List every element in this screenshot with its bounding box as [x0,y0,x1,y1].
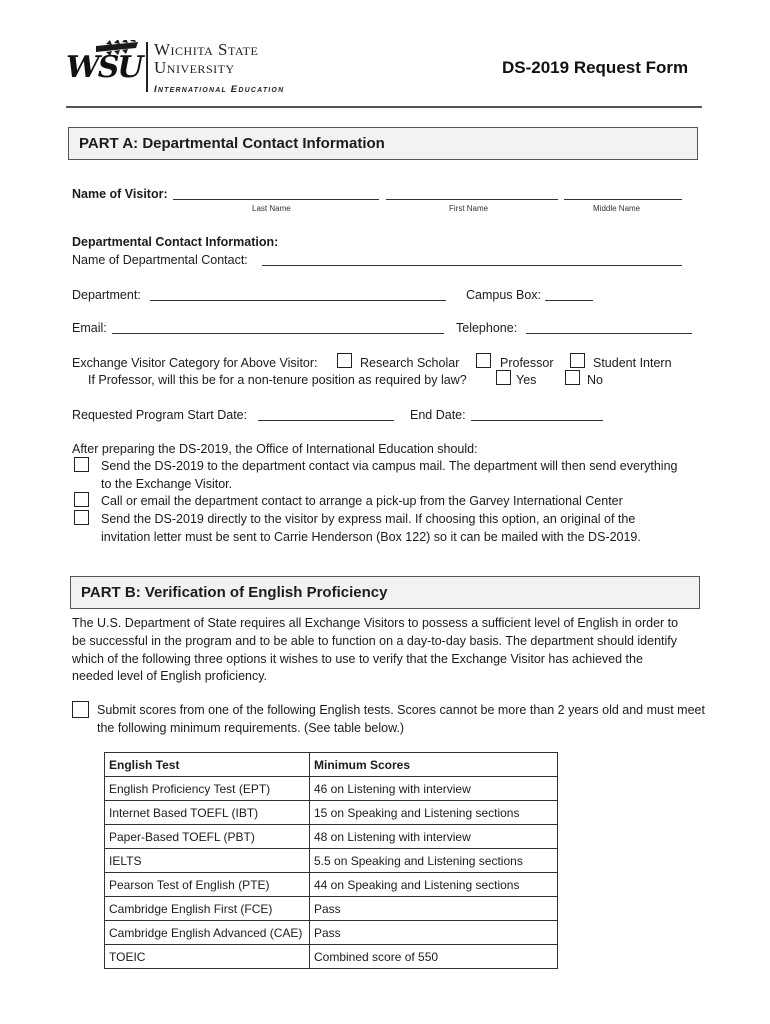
campus-mail-checkbox[interactable] [74,457,89,472]
first-name-field[interactable] [386,199,558,200]
table-cell-test: Internet Based TOEFL (IBT) [105,801,310,825]
logo-divider [146,42,148,92]
campus-mail-option-line2: to the Exchange Visitor. [101,477,233,491]
part-b-heading: PART B: Verification of English Proficiency [70,576,700,609]
table-cell-score: Pass [310,897,558,921]
email-label: Email: [72,321,107,335]
tenure-no-checkbox[interactable] [565,370,580,385]
table-cell-test: IELTS [105,849,310,873]
submit-scores-checkbox[interactable] [72,701,89,718]
table-cell-test: Pearson Test of English (PTE) [105,873,310,897]
first-name-caption: First Name [449,204,489,213]
professor-label: Professor [500,356,554,370]
table-row [105,897,558,921]
table-cell-score: 5.5 on Speaking and Listening sections [310,849,558,873]
campus-box-label: Campus Box: [466,288,542,302]
submit-scores-line2: the following minimum requirements. (See table below.) [97,721,405,735]
table-row [105,801,558,825]
express-mail-option-line2: invitation letter must be sent to Carrie Henderson (Box 122) so it can be mailed with the DS-2019. [101,530,641,544]
dept-contact-heading: Departmental Contact Information: [72,235,279,249]
campus-mail-option-line1: Send the DS-2019 to the department contact via campus mail. The department will then send everything [101,459,678,473]
part-b-intro-line2: be successful in the program and to be able to function on a day-to-day basis. The department should identify [72,634,677,648]
unit-name: International Education [154,84,285,95]
campus-box-field[interactable] [545,300,593,301]
pickup-checkbox[interactable] [74,492,89,507]
table-row [105,945,558,969]
table-cell-score: 46 on Listening with interview [310,777,558,801]
tenure-yes-label: Yes [516,373,537,387]
table-cell-test: Paper-Based TOEFL (PBT) [105,825,310,849]
table-row [105,849,558,873]
student-intern-checkbox[interactable] [570,353,585,368]
email-field[interactable] [112,333,444,334]
table-cell-test: Cambridge English First (FCE) [105,897,310,921]
table-header-test: English Test [105,753,310,777]
table-row [105,921,558,945]
start-date-label: Requested Program Start Date: [72,408,248,422]
part-a-heading: PART A: Departmental Contact Information [68,127,698,160]
logo-monogram: WSU [66,50,142,85]
table-cell-score: 48 on Listening with interview [310,825,558,849]
university-name-line1: Wichita State [154,40,259,59]
table-cell-test: English Proficiency Test (EPT) [105,777,310,801]
after-preparing-text: After preparing the DS-2019, the Office of International Education should: [72,442,478,456]
dept-contact-name-field[interactable] [262,265,682,266]
table-row [105,825,558,849]
telephone-label: Telephone: [456,321,518,335]
research-scholar-label: Research Scholar [360,356,460,370]
table-row [105,873,558,897]
tenure-yes-checkbox[interactable] [496,370,511,385]
middle-name-caption: Middle Name [593,204,641,213]
last-name-caption: Last Name [252,204,291,213]
part-b-intro-line1: The U.S. Department of State requires all Exchange Visitors to possess a sufficient level of English in order to [72,616,679,630]
dept-contact-name-label: Name of Departmental Contact: [72,253,248,267]
table-row [105,777,558,801]
table-header-scores: Minimum Scores [310,753,558,777]
express-mail-checkbox[interactable] [74,510,89,525]
tenure-question: If Professor, will this be for a non-tenure position as required by law? [88,373,467,387]
university-name-line2: University [154,58,235,77]
pickup-option: Call or email the department contact to arrange a pick-up from the Garvey International Center [101,494,623,508]
research-scholar-checkbox[interactable] [337,353,352,368]
category-label: Exchange Visitor Category for Above Visitor: [72,356,318,370]
english-test-table [104,752,558,969]
part-b-intro-line4: needed level of English proficiency. [72,669,268,683]
middle-name-field[interactable] [564,199,682,200]
student-intern-label: Student Intern [593,356,672,370]
table-cell-score: Pass [310,921,558,945]
table-cell-test: Cambridge English Advanced (CAE) [105,921,310,945]
visitor-name-label: Name of Visitor: [72,187,168,201]
telephone-field[interactable] [526,333,692,334]
table-cell-score: Combined score of 550 [310,945,558,969]
start-date-field[interactable] [258,420,394,421]
express-mail-option-line1: Send the DS-2019 directly to the visitor by express mail. If choosing this option, an original of the [101,512,636,526]
end-date-label: End Date: [410,408,466,422]
last-name-field[interactable] [173,199,379,200]
header-rule [66,106,702,108]
department-label: Department: [72,288,141,302]
table-cell-score: 44 on Speaking and Listening sections [310,873,558,897]
part-b-intro-line3: which of the following three options it wishes to use to verify that the Exchange Visitor has achieved the [72,652,643,666]
table-cell-score: 15 on Speaking and Listening sections [310,801,558,825]
form-title: DS-2019 Request Form [502,58,689,77]
submit-scores-line1: Submit scores from one of the following English tests. Scores cannot be more than 2 years old and must meet [97,703,705,717]
table-cell-test: TOEIC [105,945,310,969]
end-date-field[interactable] [471,420,603,421]
table-header-row [105,753,558,777]
professor-checkbox[interactable] [476,353,491,368]
department-field[interactable] [150,300,446,301]
tenure-no-label: No [587,373,603,387]
wsu-logo [66,40,142,86]
